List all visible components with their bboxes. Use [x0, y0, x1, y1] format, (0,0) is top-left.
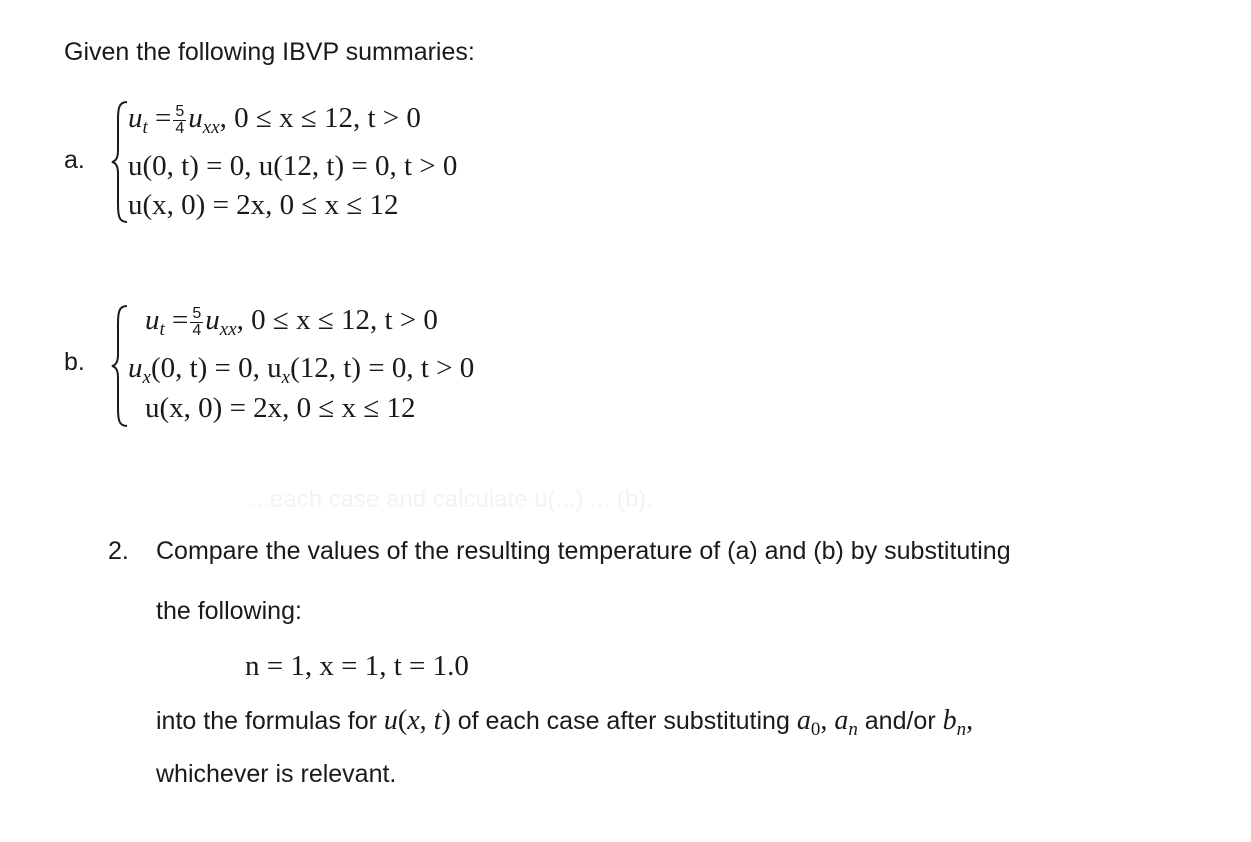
left-brace-a	[110, 100, 130, 224]
faded-text: ...each case and calculate u(...) ... (b).	[250, 486, 653, 513]
label-a: a.	[64, 146, 85, 174]
equation-a-pde: $u_t$ = $\frac{5}{4}$ $u_{xx}$, 0 ≤ x ≤ 12, t > 0	[128, 102, 421, 138]
substitution-values: n = 1, x = 1, t = 1.0	[245, 650, 469, 682]
equation-b-initial: u(x, 0) = 2x, 0 ≤ x ≤ 12	[145, 392, 416, 424]
equation-b-boundary: $u_x(0$, t) = 0, $u_x(12$, t) = 0, t > 0	[128, 352, 475, 388]
heading: Given the following IBVP summaries:	[64, 38, 475, 66]
equation-b-pde: $u_t$ = $\frac{5}{4}$ $u_{xx}$, 0 ≤ x ≤ 12, t > 0	[145, 304, 438, 340]
question-number: 2.	[108, 537, 129, 565]
label-b: b.	[64, 348, 85, 376]
equation-a-initial: u(x, 0) = 2x, 0 ≤ x ≤ 12	[128, 189, 399, 221]
question-line-2: the following:	[156, 597, 302, 625]
question-line-1: Compare the values of the resulting temperature of (a) and (b) by substituting	[156, 537, 1011, 565]
equation-a-boundary: u(0, t) = 0, u(12, t) = 0, t > 0	[128, 150, 458, 182]
question-line-5: whichever is relevant.	[156, 760, 397, 788]
question-line-4: into the formulas for u(x, t) of each case after substituting $a_0$, $a_n$ and/or $b_n$,	[156, 705, 974, 740]
left-brace-b	[110, 304, 130, 428]
